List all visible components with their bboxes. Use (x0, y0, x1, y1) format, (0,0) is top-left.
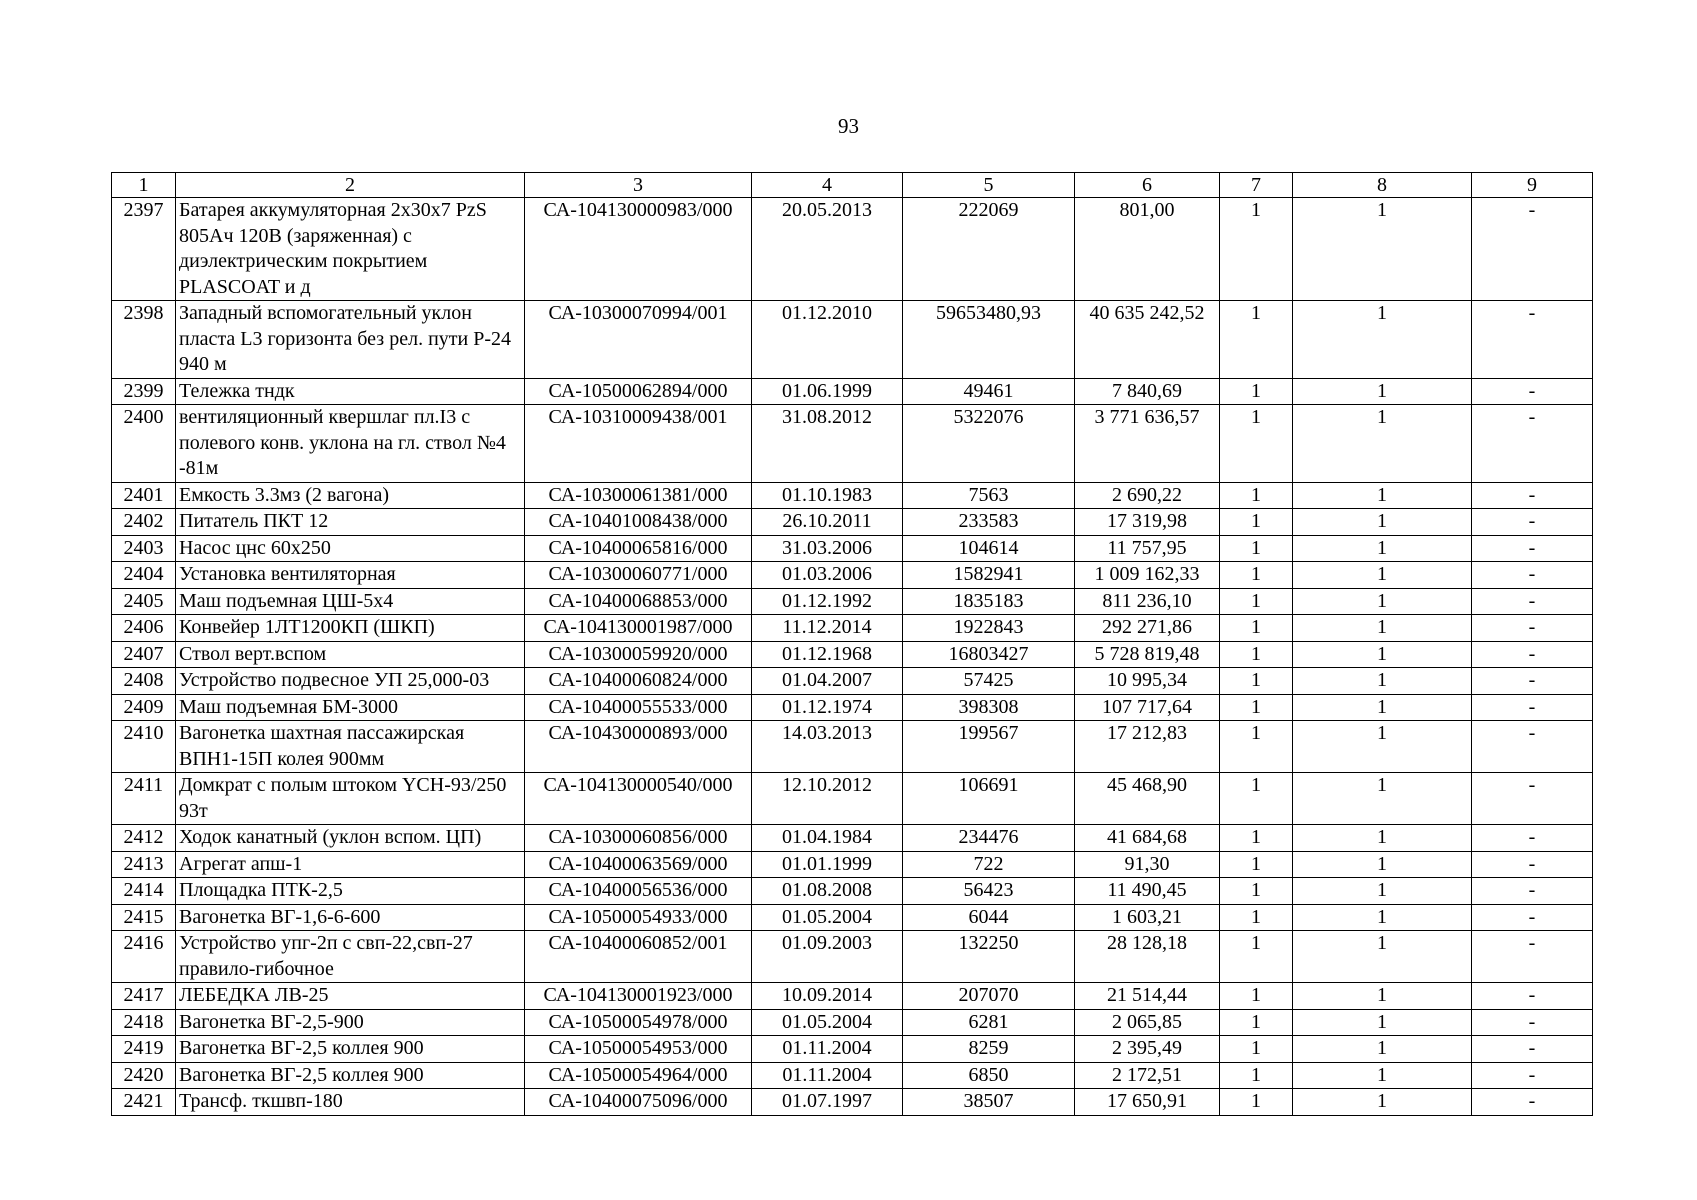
table-row (112, 641, 1593, 668)
quantity-cell: 1 (1220, 301, 1293, 379)
inventory-number-cell: СА-10310009438/001 (525, 405, 752, 483)
date-cell: 01.12.1974 (752, 694, 903, 721)
date-cell: 11.12.2014 (752, 615, 903, 642)
table-row (112, 773, 1593, 825)
quantity-actual-cell: 1 (1293, 641, 1472, 668)
initial-cost-cell: 16803427 (903, 641, 1075, 668)
residual-value-cell: 811 236,10 (1075, 588, 1220, 615)
quantity-cell: 1 (1220, 721, 1293, 773)
quantity-cell: 1 (1220, 825, 1293, 852)
initial-cost-cell: 49461 (903, 378, 1075, 405)
quantity-actual-cell: 1 (1293, 535, 1472, 562)
asset-name-cell: Конвейер 1ЛТ1200КП (ШКП) (176, 615, 525, 642)
table-row (112, 904, 1593, 931)
residual-value-cell: 1 603,21 (1075, 904, 1220, 931)
residual-value-cell: 2 395,49 (1075, 1036, 1220, 1063)
quantity-actual-cell: 1 (1293, 509, 1472, 536)
residual-value-cell: 28 128,18 (1075, 931, 1220, 983)
asset-name-cell: Установка вентиляторная (176, 562, 525, 589)
table-row (112, 482, 1593, 509)
inventory-number-cell: СА-104130001987/000 (525, 615, 752, 642)
row-number-cell: 2419 (112, 1036, 176, 1063)
asset-name-cell: Маш подъемная БМ-3000 (176, 694, 525, 721)
row-number-cell: 2410 (112, 721, 176, 773)
asset-name-cell: Западный вспомогательный уклон пласта L3 горизонта без рел. пути Р-24 940 м (176, 301, 525, 379)
quantity-actual-cell: 1 (1293, 983, 1472, 1010)
inventory-number-cell: СА-10300060856/000 (525, 825, 752, 852)
column-header: 2 (176, 173, 525, 198)
asset-name-cell: Емкость 3.3мз (2 вагона) (176, 482, 525, 509)
date-cell: 01.04.1984 (752, 825, 903, 852)
quantity-actual-cell: 1 (1293, 851, 1472, 878)
row-number-cell: 2399 (112, 378, 176, 405)
table-row (112, 851, 1593, 878)
quantity-cell: 1 (1220, 482, 1293, 509)
row-number-cell: 2412 (112, 825, 176, 852)
column-header: 5 (903, 173, 1075, 198)
residual-value-cell: 45 468,90 (1075, 773, 1220, 825)
quantity-cell: 1 (1220, 588, 1293, 615)
row-number-cell: 2405 (112, 588, 176, 615)
initial-cost-cell: 398308 (903, 694, 1075, 721)
inventory-number-cell: СА-10300059920/000 (525, 641, 752, 668)
asset-name-cell: Вагонетка ВГ-2,5 коллея 900 (176, 1036, 525, 1063)
quantity-cell: 1 (1220, 851, 1293, 878)
asset-name-cell: Ходок канатный (уклон вспом. ЦП) (176, 825, 525, 852)
date-cell: 01.10.1983 (752, 482, 903, 509)
asset-name-cell: Ствол верт.вспом (176, 641, 525, 668)
quantity-actual-cell: 1 (1293, 668, 1472, 695)
residual-value-cell: 91,30 (1075, 851, 1220, 878)
date-cell: 14.03.2013 (752, 721, 903, 773)
date-cell: 01.01.1999 (752, 851, 903, 878)
note-cell: - (1472, 301, 1593, 379)
residual-value-cell: 1 009 162,33 (1075, 562, 1220, 589)
quantity-cell: 1 (1220, 931, 1293, 983)
residual-value-cell: 40 635 242,52 (1075, 301, 1220, 379)
inventory-number-cell: СА-10400056536/000 (525, 878, 752, 905)
quantity-cell: 1 (1220, 773, 1293, 825)
note-cell: - (1472, 1036, 1593, 1063)
row-number-cell: 2406 (112, 615, 176, 642)
quantity-cell: 1 (1220, 668, 1293, 695)
note-cell: - (1472, 615, 1593, 642)
initial-cost-cell: 199567 (903, 721, 1075, 773)
asset-name-cell: Устройство подвесное УП 25,000-03 (176, 668, 525, 695)
date-cell: 12.10.2012 (752, 773, 903, 825)
note-cell: - (1472, 535, 1593, 562)
inventory-number-cell: СА-10400060824/000 (525, 668, 752, 695)
inventory-number-cell: СА-10430000893/000 (525, 721, 752, 773)
residual-value-cell: 2 065,85 (1075, 1009, 1220, 1036)
row-number-cell: 2404 (112, 562, 176, 589)
initial-cost-cell: 38507 (903, 1089, 1075, 1116)
note-cell: - (1472, 1089, 1593, 1116)
row-number-cell: 2398 (112, 301, 176, 379)
residual-value-cell: 41 684,68 (1075, 825, 1220, 852)
inventory-number-cell: СА-10400065816/000 (525, 535, 752, 562)
table-row (112, 562, 1593, 589)
asset-name-cell: Насос цнс 60х250 (176, 535, 525, 562)
date-cell: 26.10.2011 (752, 509, 903, 536)
note-cell: - (1472, 668, 1593, 695)
asset-name-cell: ЛЕБЕДКА ЛВ-25 (176, 983, 525, 1010)
quantity-actual-cell: 1 (1293, 378, 1472, 405)
row-number-cell: 2408 (112, 668, 176, 695)
date-cell: 01.04.2007 (752, 668, 903, 695)
asset-name-cell: Вагонетка ВГ-2,5-900 (176, 1009, 525, 1036)
row-number-cell: 2397 (112, 198, 176, 301)
inventory-number-cell: СА-10401008438/000 (525, 509, 752, 536)
asset-name-cell: Питатель ПКТ 12 (176, 509, 525, 536)
initial-cost-cell: 6044 (903, 904, 1075, 931)
note-cell: - (1472, 904, 1593, 931)
residual-value-cell: 801,00 (1075, 198, 1220, 301)
inventory-number-cell: СА-10400068853/000 (525, 588, 752, 615)
date-cell: 01.12.1968 (752, 641, 903, 668)
column-header: 1 (112, 173, 176, 198)
table-row (112, 535, 1593, 562)
note-cell: - (1472, 851, 1593, 878)
row-number-cell: 2414 (112, 878, 176, 905)
quantity-actual-cell: 1 (1293, 1036, 1472, 1063)
inventory-number-cell: СА-10400060852/001 (525, 931, 752, 983)
asset-name-cell: Маш подъемная ЦШ-5х4 (176, 588, 525, 615)
asset-name-cell: Домкрат с полым штоком YCH-93/250 93т (176, 773, 525, 825)
residual-value-cell: 2 690,22 (1075, 482, 1220, 509)
date-cell: 01.11.2004 (752, 1062, 903, 1089)
inventory-number-cell: СА-10300070994/001 (525, 301, 752, 379)
initial-cost-cell: 56423 (903, 878, 1075, 905)
row-number-cell: 2401 (112, 482, 176, 509)
table-row (112, 1062, 1593, 1089)
note-cell: - (1472, 773, 1593, 825)
initial-cost-cell: 233583 (903, 509, 1075, 536)
initial-cost-cell: 1582941 (903, 562, 1075, 589)
asset-name-cell: Агрегат апш-1 (176, 851, 525, 878)
quantity-cell: 1 (1220, 983, 1293, 1010)
quantity-cell: 1 (1220, 641, 1293, 668)
row-number-cell: 2409 (112, 694, 176, 721)
inventory-number-cell: СА-104130000983/000 (525, 198, 752, 301)
inventory-number-cell: СА-10500054978/000 (525, 1009, 752, 1036)
initial-cost-cell: 57425 (903, 668, 1075, 695)
date-cell: 01.12.2010 (752, 301, 903, 379)
date-cell: 01.07.1997 (752, 1089, 903, 1116)
inventory-number-cell: СА-10500054953/000 (525, 1036, 752, 1063)
quantity-actual-cell: 1 (1293, 878, 1472, 905)
date-cell: 01.08.2008 (752, 878, 903, 905)
date-cell: 31.03.2006 (752, 535, 903, 562)
table-row (112, 668, 1593, 695)
asset-name-cell: Вагонетка ВГ-1,6-6-600 (176, 904, 525, 931)
row-number-cell: 2420 (112, 1062, 176, 1089)
residual-value-cell: 2 172,51 (1075, 1062, 1220, 1089)
date-cell: 01.06.1999 (752, 378, 903, 405)
initial-cost-cell: 207070 (903, 983, 1075, 1010)
residual-value-cell: 17 319,98 (1075, 509, 1220, 536)
note-cell: - (1472, 378, 1593, 405)
table-row (112, 825, 1593, 852)
table-row (112, 509, 1593, 536)
initial-cost-cell: 106691 (903, 773, 1075, 825)
row-number-cell: 2411 (112, 773, 176, 825)
quantity-actual-cell: 1 (1293, 615, 1472, 642)
residual-value-cell: 3 771 636,57 (1075, 405, 1220, 483)
date-cell: 01.03.2006 (752, 562, 903, 589)
quantity-cell: 1 (1220, 1036, 1293, 1063)
quantity-actual-cell: 1 (1293, 1062, 1472, 1089)
table-body (112, 198, 1593, 1116)
quantity-cell: 1 (1220, 878, 1293, 905)
residual-value-cell: 17 650,91 (1075, 1089, 1220, 1116)
inventory-number-cell: СА-10400055533/000 (525, 694, 752, 721)
inventory-number-cell: СА-10400063569/000 (525, 851, 752, 878)
table-row (112, 301, 1593, 379)
header-row (112, 173, 1593, 198)
row-number-cell: 2416 (112, 931, 176, 983)
asset-name-cell: Устройство упг-2п с свп-22,свп-27 правило-гибочное (176, 931, 525, 983)
initial-cost-cell: 6281 (903, 1009, 1075, 1036)
row-number-cell: 2418 (112, 1009, 176, 1036)
asset-name-cell: Вагонетка ВГ-2,5 коллея 900 (176, 1062, 525, 1089)
note-cell: - (1472, 562, 1593, 589)
column-header: 7 (1220, 173, 1293, 198)
column-header: 3 (525, 173, 752, 198)
table-row (112, 1089, 1593, 1116)
initial-cost-cell: 132250 (903, 931, 1075, 983)
note-cell: - (1472, 694, 1593, 721)
note-cell: - (1472, 721, 1593, 773)
inventory-number-cell: СА-10500062894/000 (525, 378, 752, 405)
initial-cost-cell: 722 (903, 851, 1075, 878)
row-number-cell: 2407 (112, 641, 176, 668)
quantity-cell: 1 (1220, 615, 1293, 642)
column-header: 9 (1472, 173, 1593, 198)
row-number-cell: 2415 (112, 904, 176, 931)
quantity-cell: 1 (1220, 1089, 1293, 1116)
note-cell: - (1472, 588, 1593, 615)
asset-name-cell: Трансф. ткшвп-180 (176, 1089, 525, 1116)
initial-cost-cell: 5322076 (903, 405, 1075, 483)
column-header: 6 (1075, 173, 1220, 198)
table-row (112, 615, 1593, 642)
table-row (112, 931, 1593, 983)
residual-value-cell: 7 840,69 (1075, 378, 1220, 405)
date-cell: 01.09.2003 (752, 931, 903, 983)
quantity-actual-cell: 1 (1293, 904, 1472, 931)
inventory-number-cell: СА-10300060771/000 (525, 562, 752, 589)
residual-value-cell: 292 271,86 (1075, 615, 1220, 642)
quantity-actual-cell: 1 (1293, 1089, 1472, 1116)
date-cell: 01.11.2004 (752, 1036, 903, 1063)
residual-value-cell: 17 212,83 (1075, 721, 1220, 773)
quantity-actual-cell: 1 (1293, 482, 1472, 509)
asset-name-cell: вентиляционный квершлаг пл.I3 с полевого конв. уклона на гл. ствол №4 -81м (176, 405, 525, 483)
quantity-actual-cell: 1 (1293, 825, 1472, 852)
quantity-cell: 1 (1220, 904, 1293, 931)
row-number-cell: 2421 (112, 1089, 176, 1116)
asset-name-cell: Площадка ПТК-2,5 (176, 878, 525, 905)
quantity-actual-cell: 1 (1293, 931, 1472, 983)
note-cell: - (1472, 482, 1593, 509)
note-cell: - (1472, 509, 1593, 536)
quantity-cell: 1 (1220, 1009, 1293, 1036)
asset-name-cell: Тележка тндк (176, 378, 525, 405)
table-row (112, 588, 1593, 615)
quantity-cell: 1 (1220, 378, 1293, 405)
initial-cost-cell: 8259 (903, 1036, 1075, 1063)
note-cell: - (1472, 931, 1593, 983)
table-row (112, 1036, 1593, 1063)
initial-cost-cell: 1835183 (903, 588, 1075, 615)
asset-name-cell: Батарея аккумуляторная 2х30х7 PzS 805Ач 120В (заряженная) с диэлектрическим покрытием PLASCOAT и д (176, 198, 525, 301)
table-row (112, 878, 1593, 905)
date-cell: 01.05.2004 (752, 904, 903, 931)
table-row (112, 694, 1593, 721)
quantity-cell: 1 (1220, 198, 1293, 301)
row-number-cell: 2402 (112, 509, 176, 536)
quantity-cell: 1 (1220, 535, 1293, 562)
note-cell: - (1472, 405, 1593, 483)
note-cell: - (1472, 878, 1593, 905)
residual-value-cell: 21 514,44 (1075, 983, 1220, 1010)
initial-cost-cell: 6850 (903, 1062, 1075, 1089)
asset-name-cell: Вагонетка шахтная пассажирская ВПН1-15П колея 900мм (176, 721, 525, 773)
initial-cost-cell: 59653480,93 (903, 301, 1075, 379)
note-cell: - (1472, 1009, 1593, 1036)
date-cell: 01.05.2004 (752, 1009, 903, 1036)
date-cell: 01.12.1992 (752, 588, 903, 615)
quantity-actual-cell: 1 (1293, 588, 1472, 615)
initial-cost-cell: 104614 (903, 535, 1075, 562)
residual-value-cell: 5 728 819,48 (1075, 641, 1220, 668)
inventory-number-cell: СА-10500054964/000 (525, 1062, 752, 1089)
quantity-cell: 1 (1220, 405, 1293, 483)
quantity-actual-cell: 1 (1293, 694, 1472, 721)
residual-value-cell: 10 995,34 (1075, 668, 1220, 695)
date-cell: 31.08.2012 (752, 405, 903, 483)
table-row (112, 405, 1593, 483)
note-cell: - (1472, 198, 1593, 301)
note-cell: - (1472, 1062, 1593, 1089)
quantity-actual-cell: 1 (1293, 198, 1472, 301)
quantity-actual-cell: 1 (1293, 405, 1472, 483)
residual-value-cell: 11 490,45 (1075, 878, 1220, 905)
quantity-cell: 1 (1220, 509, 1293, 536)
initial-cost-cell: 234476 (903, 825, 1075, 852)
inventory-number-cell: СА-104130001923/000 (525, 983, 752, 1010)
quantity-cell: 1 (1220, 694, 1293, 721)
quantity-cell: 1 (1220, 1062, 1293, 1089)
inventory-number-cell: СА-10500054933/000 (525, 904, 752, 931)
note-cell: - (1472, 825, 1593, 852)
note-cell: - (1472, 983, 1593, 1010)
residual-value-cell: 11 757,95 (1075, 535, 1220, 562)
residual-value-cell: 107 717,64 (1075, 694, 1220, 721)
inventory-number-cell: СА-104130000540/000 (525, 773, 752, 825)
inventory-number-cell: СА-10400075096/000 (525, 1089, 752, 1116)
quantity-actual-cell: 1 (1293, 773, 1472, 825)
quantity-actual-cell: 1 (1293, 562, 1472, 589)
quantity-actual-cell: 1 (1293, 721, 1472, 773)
date-cell: 10.09.2014 (752, 983, 903, 1010)
column-header: 4 (752, 173, 903, 198)
row-number-cell: 2413 (112, 851, 176, 878)
table-row (112, 983, 1593, 1010)
row-number-cell: 2403 (112, 535, 176, 562)
table-row (112, 721, 1593, 773)
row-number-cell: 2400 (112, 405, 176, 483)
date-cell: 20.05.2013 (752, 198, 903, 301)
initial-cost-cell: 222069 (903, 198, 1075, 301)
table-row (112, 378, 1593, 405)
table-row (112, 198, 1593, 301)
asset-register-table (111, 172, 1593, 1116)
quantity-actual-cell: 1 (1293, 301, 1472, 379)
column-header: 8 (1293, 173, 1472, 198)
quantity-actual-cell: 1 (1293, 1009, 1472, 1036)
initial-cost-cell: 1922843 (903, 615, 1075, 642)
page-number: 93 (838, 114, 859, 138)
inventory-number-cell: СА-10300061381/000 (525, 482, 752, 509)
table-row (112, 1009, 1593, 1036)
note-cell: - (1472, 641, 1593, 668)
quantity-cell: 1 (1220, 562, 1293, 589)
initial-cost-cell: 7563 (903, 482, 1075, 509)
row-number-cell: 2417 (112, 983, 176, 1010)
